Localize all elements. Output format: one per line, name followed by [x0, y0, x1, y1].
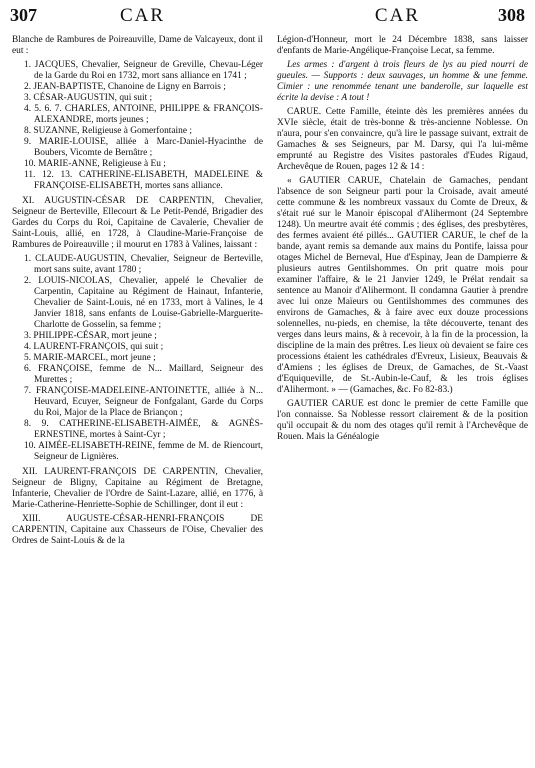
list-item: 8. 9. CATHERINE-ELISABETH-AIMÉE, & AGNÈS-ERNESTINE, mortes à Saint-Cyr ; — [24, 419, 263, 440]
right-page-number: 308 — [498, 5, 525, 25]
quote-paragraph: « GAUTIER CARUE, Chatelain de Gamaches, pendant l'absence de son Seigneur parti pour la Croisade, avait ameuté cette commune & les nombreux vassaux du Comte de Dreux, & s'était rué sur le Manoir épiscopal d'Alihermont (24 Septembre 1248). Un meurtre avait été commis ; des églises, des presbytères, des fermes avaient été pillés... GAUTIER CARUE, le chef de la bande, ayant remis sa demande aux mains du Pontife, laissa pour otages Michel de Berneval, Hue d'Espinay, Jean de Dampierre & plusieurs autres Gentilshommes. On prit quatre mois pour examiner l'affaire, & le 21 Janvier 1249, le Prélat rendait sa sentence au Manoir d'Alihermont. Il condamna Gautier à prendre avec lui onze Maïeurs ou Gentilshommes des communes des environs de Gamaches, & à faire avec eux douze processions solennelles, nu-pieds, en chemise, la tête découverte, tenant des verges dans leurs mains, & à recevoir, à la fin de la procession, la discipline de la main des prêtres. Les lieux où devaient se faire ces processions étaient les cathédrales d'Evreux, Lisieux, Beauvais & d'Amiens ; les églises de Dreux, de Gamaches, de St.-Vaast d'Equiqueville, de St.-Aubin-le-Cauf, & les trois églises d'Alihermont. » — (Gamaches, &c. Fo 82-83.) — [277, 176, 528, 395]
children-list-2 — [12, 254, 263, 463]
left-column — [12, 35, 263, 550]
paragraph-xii: XII. LAURENT-FRANÇOIS DE CARPENTIN, Chevalier, Seigneur de Bligny, Capitaine au Régiment de Bretagne, Infanterie, Chevalier de l'Ordre de Saint-Lazare, allié, en 1776, à Marie-Catherine-Henriette-Sophie de Schillinger, dont il eut : — [12, 467, 263, 510]
list-item: 2. LOUIS-NICOLAS, Chevalier, appelé le Chevalier de Carpentin, Capitaine au Régiment de Hainaut, Infanterie, Chevalier de Saint-Louis, né en 1733, mort à Valines, le 4 Janvier 1818, sans enfants de Louise-Gabrielle-Marguerite-Charlotte de Gosselin, sa femme ; — [24, 276, 263, 330]
children-list-1 — [12, 60, 263, 192]
list-item: 7. FRANÇOISE-MADELEINE-ANTOINETTE, alliée à N... Heuvard, Ecuyer, Seigneur de Fonfgalant, Garde du Corps du Roi, Major de la Place de Briançon ; — [24, 386, 263, 418]
list-item: 11. 12. 13. CATHERINE-ELISABETH, MADELEINE & FRANÇOISE-ELISABETH, mortes sans alliance. — [24, 170, 263, 191]
closing-paragraph: GAUTIER CARUE est donc le premier de cette Famille que l'on connaisse. Sa Noblesse ressort clairement & de la position qu'il occupait & du nom des otages qu'il remit à l'Archevêque de Rouen. Mais la Généalogie — [277, 399, 528, 442]
list-item: 10. AIMÉE-ELISABETH-REINE, femme de M. de Riencourt, Seigneur de Lignières. — [24, 441, 263, 462]
list-item: 6. FRANÇOISE, femme de N... Maillard, Seigneur des Murettes ; — [24, 364, 263, 385]
list-item: 3. CÉSAR-AUGUSTIN, qui suit ; — [24, 93, 153, 103]
list-item: 8. SUZANNE, Religieuse à Gomerfontaine ; — [24, 126, 192, 136]
continued-paragraph: Légion-d'Honneur, mort le 24 Décembre 1838, sans laisser d'enfants de Marie-Angélique-Françoise Lecat, sa femme. — [277, 35, 528, 56]
list-item: 4. LAURENT-FRANÇOIS, qui suit ; — [24, 342, 164, 352]
right-column — [277, 35, 528, 446]
list-item: 1. CLAUDE-AUGUSTIN, Chevalier, Seigneur de Berteville, mort sans suite, avant 1780 ; — [24, 254, 263, 275]
list-item: 1. JACQUES, Chevalier, Seigneur de Greville, Chevau-Léger de la Garde du Roi en 1732, mort sans alliance en 1741 ; — [24, 60, 263, 81]
list-item: 2. JEAN-BAPTISTE, Chanoine de Ligny en Barrois ; — [24, 82, 226, 92]
page-header — [10, 5, 525, 31]
paragraph-xi: XI. AUGUSTIN-CÉSAR DE CARPENTIN, Chevalier, Seigneur de Berteville, Ellecourt & Le Petit-Pendé, Brigadier des Gardes du Corps du Roi, Capitaine de Cavalerie, Chevalier de Saint-Louis, allié, en 1728, à Claudine-Marie-Françoise de Rambures de Poireauville ; il mourut en 1783 à Valines, laissant : — [12, 196, 263, 250]
right-running-title: CAR — [374, 5, 420, 26]
left-running-title: CAR — [120, 5, 166, 26]
paragraph-xiii: XIII. AUGUSTE-CÉSAR-HENRI-FRANÇOIS DE CARPENTIN, Capitaine aux Chasseurs de l'Oise, Chevalier des Ordres de Saint-Louis & de la — [12, 514, 263, 546]
intro-paragraph: Blanche de Rambures de Poireauville, Dame de Valcayeux, dont il eut : — [12, 35, 263, 56]
left-page-number: 307 — [10, 5, 37, 25]
list-item: 9. MARIE-LOUISE, alliée à Marc-Daniel-Hyacinthe de Boubers, Vicomte de Bernâtre ; — [24, 137, 263, 158]
list-item: 3. PHILIPPE-CÉSAR, mort jeune ; — [24, 331, 157, 341]
list-item: 10. MARIE-ANNE, Religieuse à Eu ; — [24, 159, 166, 169]
list-item: 5. MARIE-MARCEL, mort jeune ; — [24, 353, 156, 363]
list-item: 4. 5. 6. 7. CHARLES, ANTOINE, PHILIPPE & FRANÇOIS-ALEXANDRE, morts jeunes ; — [24, 104, 263, 125]
arms-paragraph: Les armes : d'argent à trois fleurs de lys au pied nourri de gueules. — Supports : deux sauvages, un homme & une femme. Cimier : une renommée tenant une banderolle, sur laquelle est écrite la devise : A tout ! — [277, 60, 528, 103]
carue-intro-paragraph: CARUE. Cette Famille, éteinte dès les premières années du XVIe siècle, était de très-bonne & très-ancienne Noblesse. On n'aura, pour s'en convaincre, qu'à lire le passage suivant, extrait de Gamaches & ses Seigneurs, par M. Darsy, qui l'a lui-même emprunté au Registre des Visites pastorales d'Eudes Rigaud, Archevêque de Rouen, pages 12 & 14 : — [277, 107, 528, 172]
